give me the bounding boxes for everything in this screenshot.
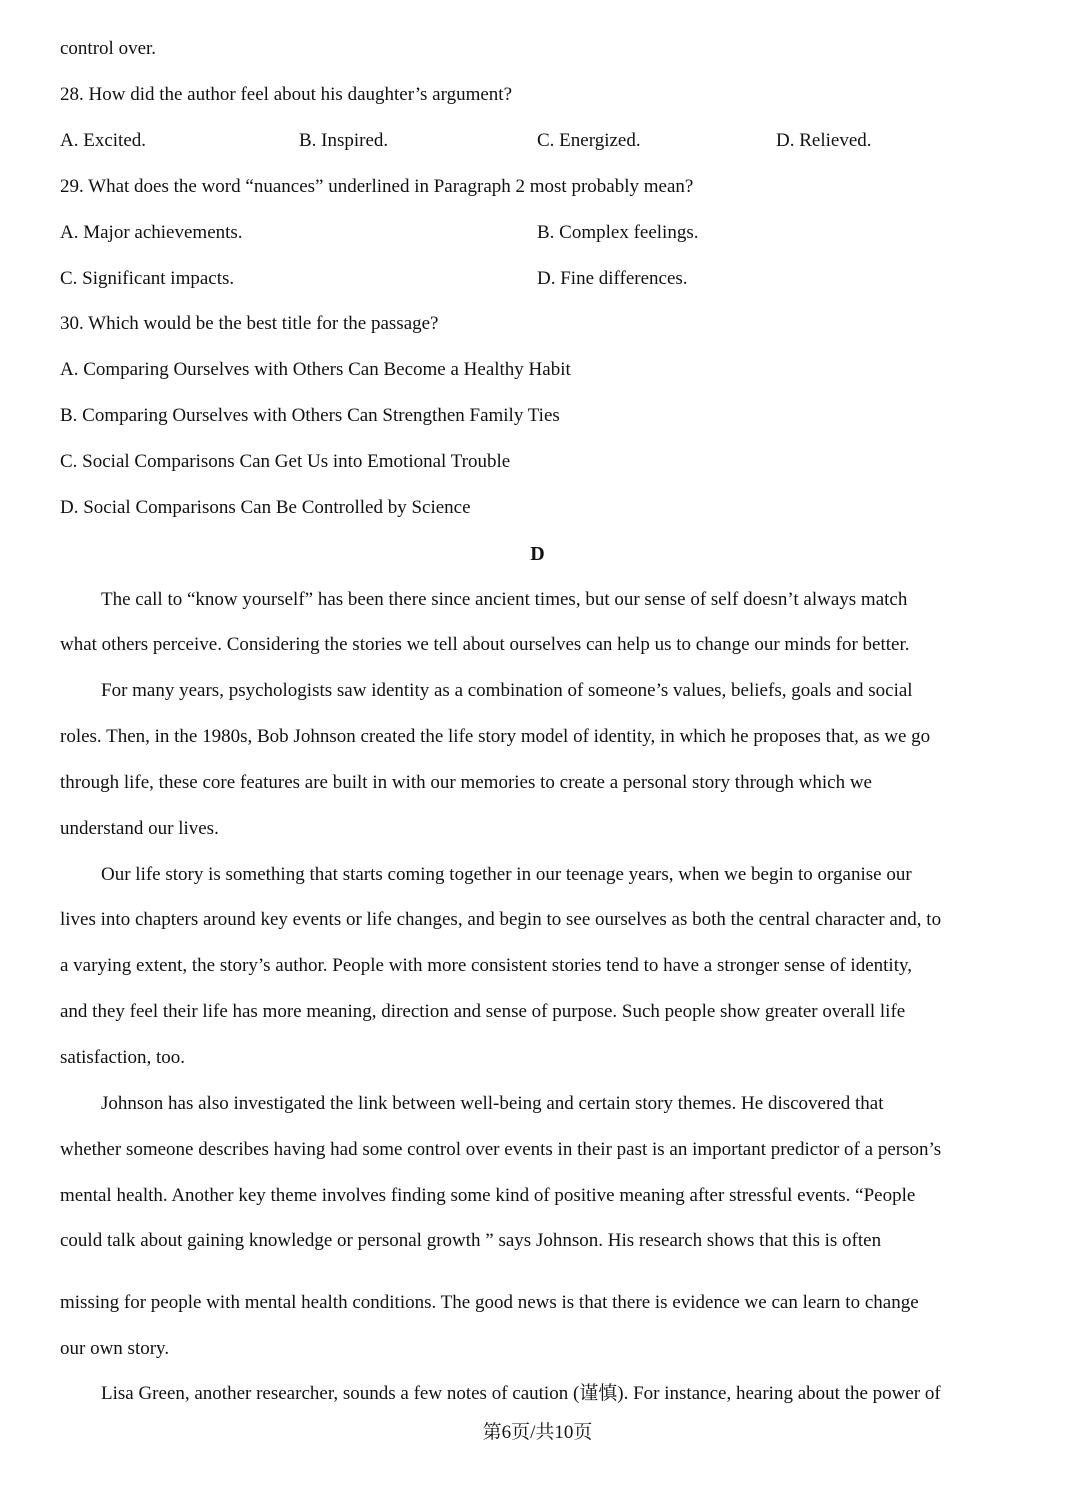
section-heading: D: [530, 543, 545, 565]
passage-line: Our life story is something that starts coming together in our teenage years, when we begin to organise our: [101, 864, 912, 885]
option-b: B. Inspired.: [299, 130, 389, 151]
passage-line: roles. Then, in the 1980s, Bob Johnson created the life story model of identity, in which he proposes that, as we go: [60, 726, 931, 747]
passage-line: The call to “know yourself” has been there since ancient times, but our sense of self doesn’t always match: [101, 589, 908, 610]
question-stem: 30. Which would be the best title for the passage?: [60, 313, 439, 334]
passage-line: through life, these core features are built in with our memories to create a personal story through which we: [60, 772, 872, 793]
passage-line: lives into chapters around key events or life changes, and begin to see ourselves as both the central character and, to: [60, 909, 942, 930]
option-c: C. Significant impacts.: [60, 268, 235, 289]
option-d: D. Fine differences.: [537, 268, 688, 289]
passage-line: mental health. Another key theme involves finding some kind of positive meaning after stressful events. “People: [60, 1185, 916, 1206]
passage-line: For many years, psychologists saw identity as a combination of someone’s values, beliefs, goals and social: [101, 680, 913, 701]
option-c: C. Energized.: [537, 130, 641, 151]
passage-line: Lisa Green, another researcher, sounds a few notes of caution (谨慎). For instance, hearing about the power of: [101, 1383, 941, 1404]
option-d: D. Social Comparisons Can Be Controlled by Science: [60, 497, 471, 518]
passage-line: whether someone describes having had some control over events in their past is an important predictor of a person’s: [60, 1139, 942, 1160]
passage-line: our own story.: [60, 1338, 170, 1359]
option-d: D. Relieved.: [776, 130, 872, 151]
question-stem: 29. What does the word “nuances” underlined in Paragraph 2 most probably mean?: [60, 176, 694, 197]
passage-line: understand our lives.: [60, 818, 219, 839]
page-footer: 第6页/共10页: [482, 1422, 593, 1443]
passage-line: Johnson has also investigated the link between well-being and certain story themes. He discovered that: [101, 1093, 884, 1114]
option-c: C. Social Comparisons Can Get Us into Emotional Trouble: [60, 451, 511, 472]
passage-line: satisfaction, too.: [60, 1047, 186, 1068]
option-b: B. Comparing Ourselves with Others Can Strengthen Family Ties: [60, 405, 560, 426]
option-a: A. Comparing Ourselves with Others Can Become a Healthy Habit: [60, 359, 571, 380]
passage-line: could talk about gaining knowledge or personal growth ” says Johnson. His research shows that this is often: [60, 1230, 882, 1251]
option-b: B. Complex feelings.: [537, 222, 699, 243]
option-a: A. Major achievements.: [60, 222, 243, 243]
passage-line: what others perceive. Considering the stories we tell about ourselves can help us to change our minds for better.: [60, 634, 910, 655]
passage-line: missing for people with mental health conditions. The good news is that there is evidence we can learn to change: [60, 1292, 919, 1313]
passage-line: and they feel their life has more meaning, direction and sense of purpose. Such people show greater overall life: [60, 1001, 906, 1022]
option-a: A. Excited.: [60, 130, 147, 151]
question-stem: 28. How did the author feel about his daughter’s argument?: [60, 84, 513, 105]
prev-passage-tail: control over.: [60, 38, 157, 59]
passage-line: a varying extent, the story’s author. People with more consistent stories tend to have a stronger sense of identity,: [60, 955, 912, 976]
